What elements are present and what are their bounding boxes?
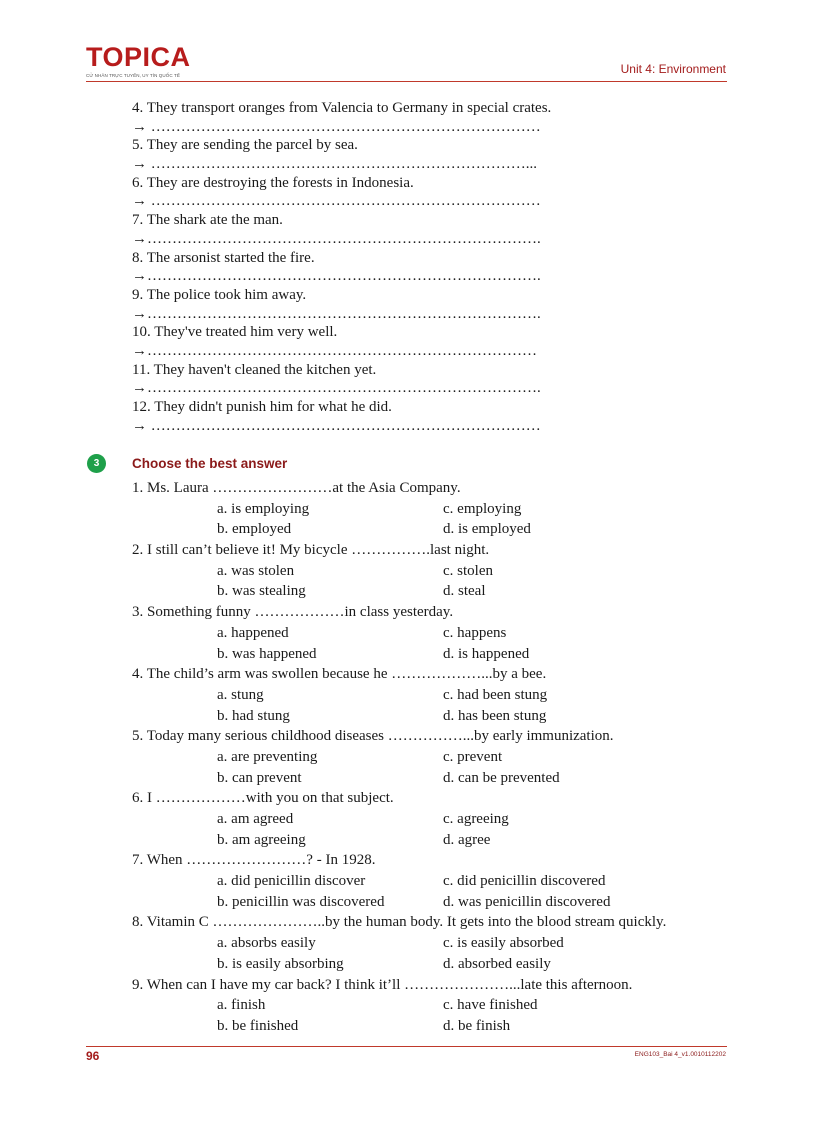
option-row: [132, 933, 772, 954]
option-row: [132, 581, 772, 602]
option-c: c. stolen: [443, 562, 493, 579]
footer-divider: [86, 1046, 727, 1047]
question-text: 2. I still can’t believe it! My bicycle …………….last night.: [132, 542, 490, 559]
unit-title: Unit 4: Environment: [620, 62, 726, 76]
option-row: [132, 644, 772, 665]
option-c: c. did penicillin discovered: [443, 873, 606, 890]
option-d: d. has been stung: [443, 707, 547, 724]
question-text: 6. I ………………with you on that subject.: [132, 790, 394, 807]
question-text: 1. Ms. Laura ……………………at the Asia Company.: [132, 480, 461, 496]
option-a: a. absorbs easily: [217, 935, 316, 952]
topica-logo: [86, 44, 196, 80]
answer-line: → ……………………………………………………………………: [132, 417, 541, 434]
option-d: d. can be prevented: [443, 769, 560, 786]
option-b: b. can prevent: [217, 769, 302, 786]
option-row: [132, 871, 772, 892]
question-text: 9. When can I have my car back? I think it’ll …………………...late this afternoon.: [132, 976, 633, 993]
section-title: Choose the best answer: [132, 456, 288, 471]
logo-wordmark: TOPICA: [86, 42, 191, 72]
option-row: [132, 768, 772, 789]
exercise-sentence: 6. They are destroying the forests in Indonesia.: [132, 174, 414, 191]
option-b: b. be finished: [217, 1017, 299, 1034]
option-row: [132, 499, 772, 520]
option-c: c. have finished: [443, 997, 538, 1014]
section-number-badge: 3: [87, 454, 106, 473]
option-b: b. is easily absorbing: [217, 955, 344, 972]
page-number: 96: [86, 1049, 100, 1063]
option-row: [132, 623, 772, 644]
option-row: [132, 519, 772, 540]
option-b: b. was happened: [217, 645, 317, 662]
option-b: b. employed: [217, 521, 292, 538]
option-b: b. had stung: [217, 707, 290, 724]
exercise-sentence: 7. The shark ate the man.: [132, 212, 283, 229]
option-a: a. was stolen: [217, 562, 295, 579]
option-row: [132, 995, 772, 1016]
option-row: [132, 809, 772, 830]
option-row: [132, 685, 772, 706]
option-row: [132, 706, 772, 727]
multiple-choice-exercise: [132, 478, 772, 1037]
option-a: a. finish: [217, 997, 266, 1014]
option-c: c. prevent: [443, 748, 503, 765]
option-c: c. employing: [443, 500, 522, 517]
option-d: d. was penicillin discovered: [443, 893, 611, 910]
answer-line: → …………………………………………………………………...: [132, 156, 537, 173]
answer-line: → ……………………………………………………………………: [132, 193, 541, 210]
header-divider: [86, 81, 727, 82]
option-a: a. are preventing: [217, 748, 318, 765]
option-row: [132, 1016, 772, 1037]
exercise-sentence: 10. They've treated him very well.: [132, 324, 338, 341]
exercise-sentence: 8. The arsonist started the fire.: [132, 249, 315, 266]
option-a: a. happened: [217, 624, 289, 641]
answer-line: →…………………………………………………………………….: [132, 380, 541, 397]
option-d: d. is happened: [443, 645, 530, 662]
option-c: c. agreeing: [443, 811, 509, 827]
option-b: b. am agreeing: [217, 831, 306, 848]
question-text: 8. Vitamin C …………………..by the human body. It gets into the blood stream quickly.: [132, 914, 667, 931]
option-c: c. is easily absorbed: [443, 935, 564, 952]
option-d: d. absorbed easily: [443, 955, 551, 972]
option-d: d. agree: [443, 831, 491, 848]
document-code: ENG103_Bai 4_v1.0010112202: [634, 1051, 726, 1058]
question-text: 5. Today many serious childhood diseases ……………...by early immunization.: [132, 728, 614, 745]
answer-line: →…………………………………………………………………….: [132, 268, 541, 285]
logo-tagline: CỬ NHÂN TRỰC TUYẾN, UY TÍN QUỐC TẾ: [86, 73, 180, 78]
option-d: d. be finish: [443, 1017, 511, 1034]
option-row: [132, 892, 772, 913]
option-a: a. stung: [217, 686, 264, 703]
option-c: c. had been stung: [443, 686, 548, 703]
option-row: [132, 561, 772, 582]
answer-line: →…………………………………………………………………….: [132, 305, 541, 322]
answer-line: →……………………………………………………………………: [132, 342, 537, 359]
option-row: [132, 747, 772, 768]
exercise-sentence: 4. They transport oranges from Valencia to Germany in special crates.: [132, 100, 552, 116]
exercise-sentence: 11. They haven't cleaned the kitchen yet.: [132, 361, 377, 378]
question-text: 7. When ……………………? - In 1928.: [132, 852, 376, 869]
exercise-sentence: 9. The police took him away.: [132, 286, 307, 303]
option-row: [132, 830, 772, 851]
exercise-sentence: 5. They are sending the parcel by sea.: [132, 137, 358, 154]
option-c: c. happens: [443, 624, 507, 641]
option-b: b. was stealing: [217, 583, 306, 600]
answer-line: →…………………………………………………………………….: [132, 230, 541, 247]
option-d: d. is employed: [443, 521, 531, 538]
option-a: a. am agreed: [217, 811, 294, 827]
option-d: d. steal: [443, 583, 486, 600]
option-a: a. did penicillin discover: [217, 873, 366, 890]
transformation-exercise: [132, 99, 752, 435]
question-text: 3. Something funny ………………in class yesterday.: [132, 604, 454, 621]
answer-line: → ……………………………………………………………………: [132, 118, 541, 135]
question-text: 4. The child’s arm was swollen because he ………………...by a bee.: [132, 666, 547, 683]
option-row: [132, 954, 772, 975]
option-a: a. is employing: [217, 500, 310, 517]
exercise-sentence: 12. They didn't punish him for what he did.: [132, 399, 392, 415]
option-b: b. penicillin was discovered: [217, 893, 385, 910]
